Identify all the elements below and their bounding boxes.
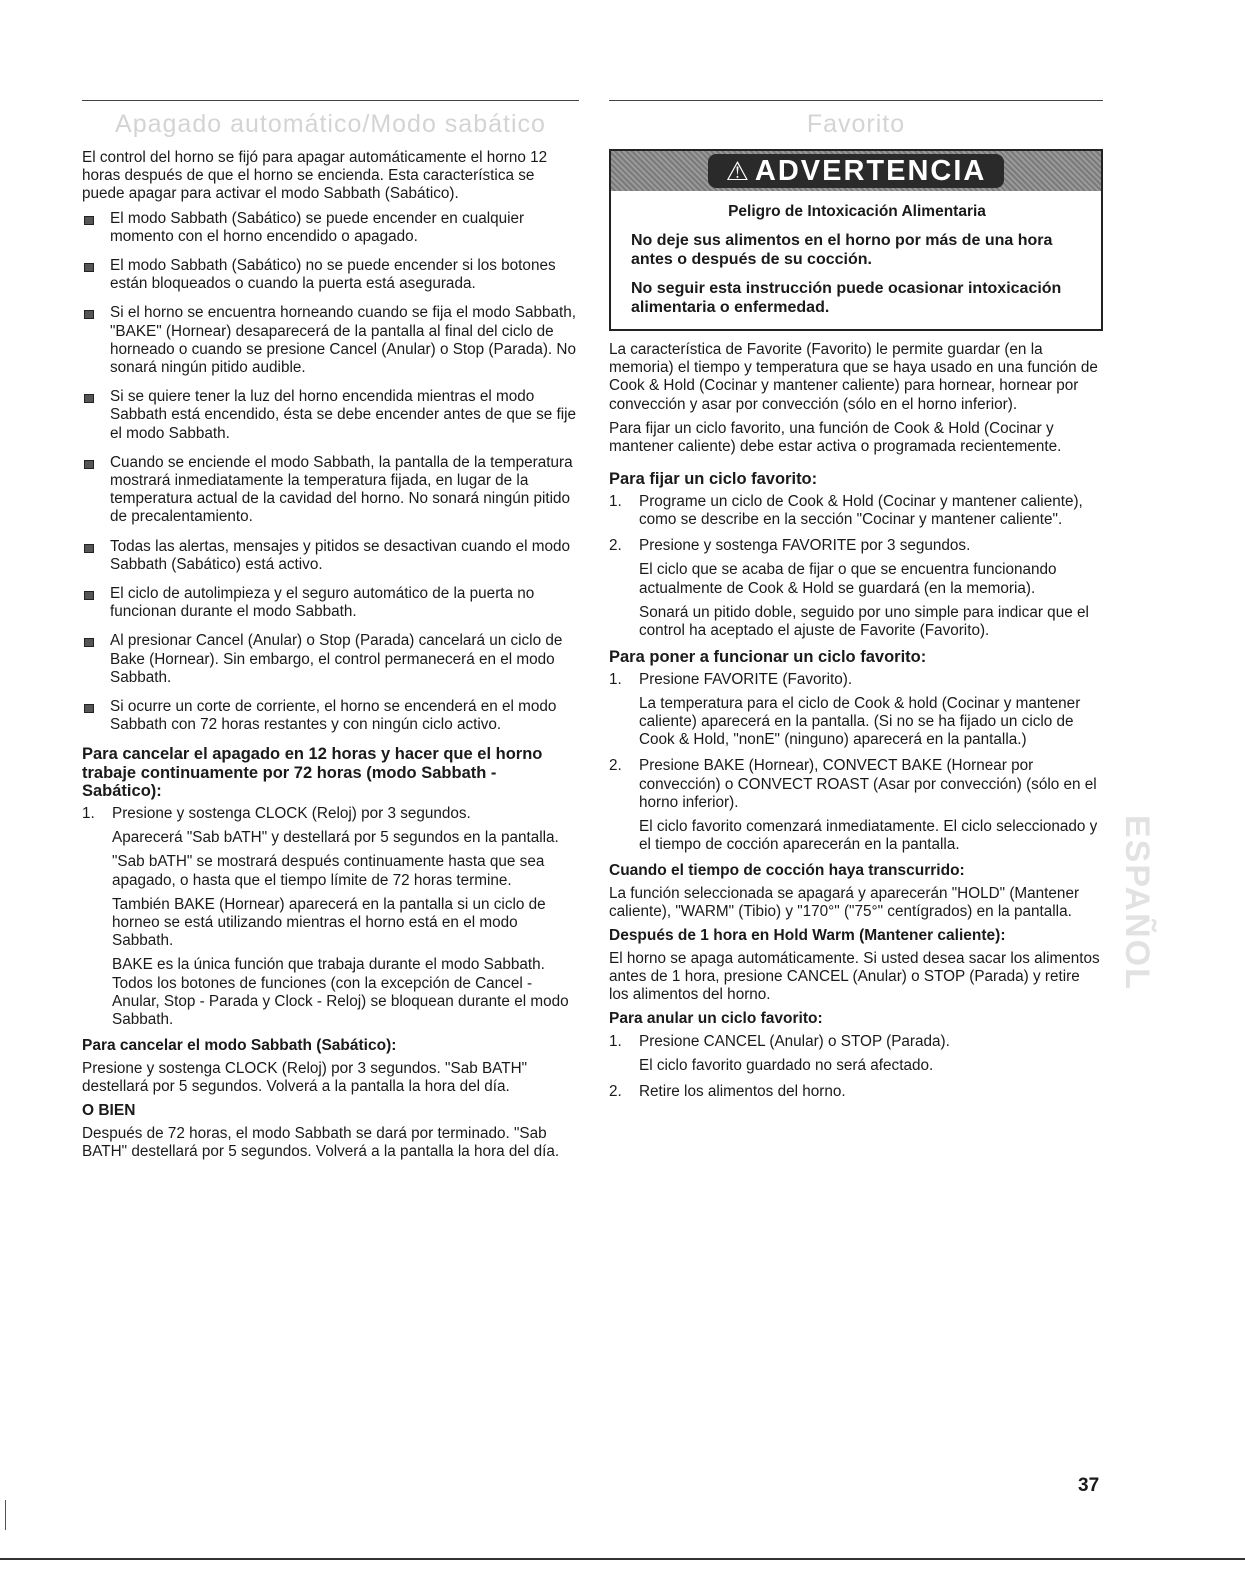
square-bullet-icon [84, 460, 94, 469]
list-item: Si se quiere tener la luz del horno encendida mientras el modo Sabbath está encendido, ésta se debe encender antes de que se fije el modo Sabbath. [82, 388, 579, 443]
left-top-rule [82, 100, 579, 101]
favorite-intro: La característica de Favorite (Favorito) le permite guardar (en la memoria) el tiempo y temperatura que se haya usado en una función de Cook & Hold (Cocinar y mantener caliente) para hornear, hornear por convección y asar por convección (sólo en el horno inferior). [609, 341, 1098, 413]
step-detail: Sonará un pitido doble, seguido por uno simple para indicar que el control ha aceptado el ajuste de Favorite (Favorito). [639, 603, 1089, 639]
warning-subtitle: Peligro de Intoxicación Alimentaria [728, 203, 986, 220]
list-item [609, 671, 1103, 750]
step-detail: El ciclo favorito comenzará inmediatamente. El ciclo seleccionado y el tiempo de cocción aparecerán en la pantalla. [639, 818, 1098, 854]
left-column [82, 100, 579, 1167]
list-item [609, 537, 1103, 640]
list-item: Cuando se enciende el modo Sabbath, la pantalla de la temperatura mostrará inmediatamente la temperatura fijada, en lugar de la temperatura actual de la cavidad del horno. No sonará ningún pitido de precalentamiento. [82, 454, 579, 527]
list-item: Si el horno se encuentra horneando cuando se fija el modo Sabbath, "BAKE" (Hornear) desaparecerá de la pantalla al final del ciclo de horneado o cuando se presione Cancel (Anular) o Stop (Parada). No sonará ningún pitido audible. [82, 304, 579, 377]
heading-cancel-12h: Para cancelar el apagado en 12 horas y hacer que el horno trabaje continuamente por 72 horas (modo Sabbath - Sabático): [82, 745, 543, 801]
set-favorite-steps [609, 493, 1103, 640]
page-number: 37 [1078, 1475, 1100, 1496]
after-72h-text: Después de 72 horas, el modo Sabbath se dará por terminado. "Sab BATH" destellará por 5 segundos. Volverá a la pantalla la hora del día. [82, 1124, 560, 1160]
heading-set-favorite: Para fijar un ciclo favorito: [609, 470, 818, 489]
warning-body [611, 191, 1101, 329]
step-text: Presione CANCEL (Anular) o STOP (Parada). [639, 1032, 950, 1050]
step-text: Programe un ciclo de Cook & Hold (Cocinar y mantener caliente), como se describe en la sección "Cocinar y mantener caliente". [639, 492, 1083, 528]
warning-box [609, 149, 1103, 331]
list-item: Al presionar Cancel (Anular) o Stop (Parada) cancelará un ciclo de Bake (Hornear). Sin embargo, el control permanecerá en el modo Sabbath. [82, 632, 579, 687]
step-number: 2. [609, 757, 622, 775]
step-detail: La temperatura para el ciclo de Cook & hold (Cocinar y mantener caliente) aparecerá en la pantalla. (Si no se ha fijado un ciclo de Cook & Hold, "nonE" (ninguno) aparecerá en la pantalla.) [639, 694, 1081, 749]
step-number: 2. [609, 1083, 622, 1101]
language-side-tab: ESPAÑOL [1118, 815, 1156, 991]
step-text: Presione y sostenga CLOCK (Reloj) por 3 segundos. [112, 804, 471, 822]
list-item: Si ocurre un corte de corriente, el horno se encenderá en el modo Sabbath con 72 horas restantes y con ningún ciclo activo. [82, 698, 579, 734]
square-bullet-icon [84, 263, 94, 272]
favorite-requirement: Para fijar un ciclo favorito, una función de Cook & Hold (Cocinar y mantener caliente) debe estar activa o programada recientemente. [609, 419, 1062, 456]
step-number: 2. [609, 537, 622, 555]
step-number: 1. [609, 492, 622, 510]
warning-line: No deje sus alimentos en el horno por más de una hora antes o después de su cocción. [631, 232, 1053, 268]
list-item: El ciclo de autolimpieza y el seguro automático de la puerta no funcionan durante el modo Sabbath. [82, 585, 579, 621]
heading-cancel-sabbath: Para cancelar el modo Sabbath (Sabático): [82, 1037, 397, 1055]
step-detail: También BAKE (Hornear) aparecerá en la pantalla si un ciclo de horneo se está utilizando mientras el horno está en el modo Sabbath. [112, 895, 546, 950]
step-text: Retire los alimentos del horno. [639, 1083, 846, 1101]
step-text: Presione BAKE (Hornear), CONVECT BAKE (Hornear por convección) o CONVECT ROAST (Asar por convección) (sólo en el horno inferior). [639, 757, 1097, 811]
square-bullet-icon [84, 638, 94, 647]
heading-o-bien: O BIEN [82, 1102, 136, 1120]
step-number: 1. [82, 804, 95, 822]
right-section-title: Favorito [806, 110, 906, 138]
square-bullet-icon [84, 704, 94, 713]
right-column [609, 100, 1103, 1110]
heading-after-1h: Después de 1 hora en Hold Warm (Mantener caliente): [609, 927, 1006, 945]
square-bullet-icon [84, 544, 94, 553]
cancel-sabbath-text: Presione y sostenga CLOCK (Reloj) por 3 segundos. "Sab BATH" destellará por 5 segundos. Volverá a la pantalla la hora del día. [82, 1059, 528, 1095]
bottom-rule [0, 1558, 1245, 1560]
run-favorite-steps [609, 671, 1103, 855]
square-bullet-icon [84, 310, 94, 319]
list-item [609, 757, 1103, 854]
left-section-title: Apagado automático/Modo sabático [115, 110, 546, 138]
sabbath-steps [82, 805, 579, 1029]
after-1h-text: El horno se apaga automáticamente. Si usted desea sacar los alimentos antes de 1 hora, presione CANCEL (Anular) o STOP (Parada) y retire los alimentos del horno. [609, 949, 1100, 1004]
heading-cook-time-elapsed: Cuando el tiempo de cocción haya transcurrido: [609, 862, 965, 880]
heading-cancel-favorite: Para anular un ciclo favorito: [609, 1010, 823, 1028]
cook-time-elapsed-text: La función seleccionada se apagará y aparecerán "HOLD" (Mantener caliente), "WARM" (Tibio) y "170°" ("75°" centígrados) en la pantalla. [609, 884, 1080, 921]
warning-triangle-icon: ⚠ [725, 155, 751, 186]
list-item [609, 493, 1103, 529]
list-item: El modo Sabbath (Sabático) se puede encender en cualquier momento con el horno encendido o apagado. [82, 210, 579, 246]
step-text: Presione y sostenga FAVORITE por 3 segundos. [639, 537, 971, 555]
warning-line: No seguir esta instrucción puede ocasionar intoxicación alimentaria o enfermedad. [631, 280, 1062, 316]
step-number: 1. [609, 1032, 622, 1050]
square-bullet-icon [84, 216, 94, 225]
heading-run-favorite: Para poner a funcionar un ciclo favorito: [609, 648, 927, 667]
list-item: El modo Sabbath (Sabático) no se puede encender si los botones están bloqueados o cuando la puerta está asegurada. [82, 257, 579, 293]
cancel-favorite-steps [609, 1033, 1103, 1102]
warning-label-text: ADVERTENCIA [754, 154, 987, 187]
sabbath-bullet-list [82, 210, 579, 735]
step-number: 1. [609, 670, 622, 688]
warning-banner [611, 149, 1101, 191]
step-detail: El ciclo que se acaba de fijar o que se encuentra funcionando actualmente de Cook & Hold se guardará (en la memoria). [639, 561, 1057, 597]
step-detail: Aparecerá "Sab bATH" y destellará por 5 segundos en la pantalla. [112, 829, 559, 847]
step-text: Presione FAVORITE (Favorito). [639, 670, 853, 688]
square-bullet-icon [84, 394, 94, 403]
warning-label [708, 154, 1005, 188]
list-item [609, 1083, 1103, 1101]
list-item: Todas las alertas, mensajes y pitidos se desactivan cuando el modo Sabbath (Sabático) está activo. [82, 538, 579, 574]
left-intro: El control del horno se fijó para apagar automáticamente el horno 12 horas después de que el horno se encienda. Esta característica se puede apagar para activar el modo Sabbath (Sabático). [82, 149, 548, 203]
list-item [82, 805, 579, 1029]
step-detail: BAKE es la única función que trabaja durante el modo Sabbath. Todos los botones de funciones (con la excepción de Cancel - Anular, Stop - Parada y Clock - Reloj) se bloquean durante el modo Sabbath. [112, 956, 569, 1029]
margin-tick [5, 1500, 6, 1530]
step-detail: "Sab bATH" se mostrará después continuamente hasta que sea apagado, o hasta que el tiempo límite de 72 horas termine. [112, 853, 545, 889]
right-top-rule [609, 100, 1103, 101]
square-bullet-icon [84, 591, 94, 600]
list-item [609, 1033, 1103, 1075]
step-detail: El ciclo favorito guardado no será afectado. [639, 1057, 934, 1075]
